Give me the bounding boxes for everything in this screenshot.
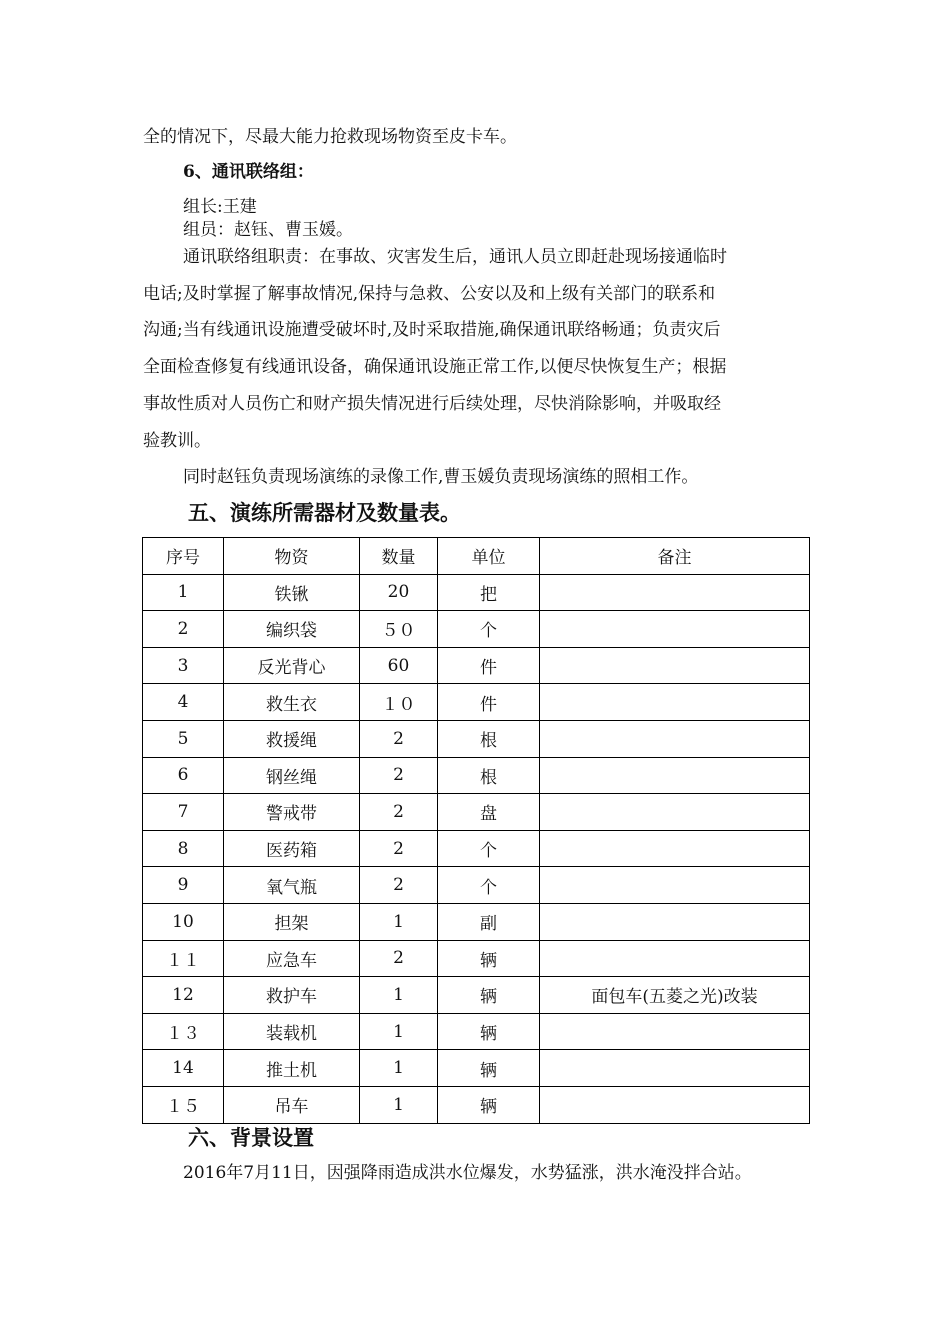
- table-row: [143, 1050, 810, 1087]
- table-row: [143, 977, 810, 1014]
- table-cell: 2: [143, 611, 224, 648]
- table-cell: 1: [360, 1086, 438, 1123]
- header-cell: 单位: [438, 538, 540, 575]
- table-row: [143, 574, 810, 611]
- table-cell: [540, 720, 810, 757]
- table-row: [143, 1086, 810, 1123]
- table-cell: 辆: [438, 1013, 540, 1050]
- paragraph-continued: 全的情况下，尽最大能力抢救现场物资至皮卡车。: [143, 127, 517, 147]
- table-cell: 吊车: [224, 1086, 360, 1123]
- table-cell: [540, 757, 810, 794]
- table-row: [143, 1013, 810, 1050]
- section-6-title: 六、背景设置: [188, 1126, 314, 1150]
- table-cell: 辆: [438, 1086, 540, 1123]
- table-cell: 应急车: [224, 940, 360, 977]
- table-cell: 个: [438, 867, 540, 904]
- table-row: [143, 684, 810, 721]
- table-cell: 2: [360, 794, 438, 831]
- table-cell: 警戒带: [224, 794, 360, 831]
- table-row: [143, 903, 810, 940]
- table-cell: 钢丝绳: [224, 757, 360, 794]
- table-row: [143, 940, 810, 977]
- table-cell: [540, 684, 810, 721]
- table-row: [143, 757, 810, 794]
- table-cell: 1: [360, 977, 438, 1014]
- table-cell: 副: [438, 903, 540, 940]
- table-cell: 14: [143, 1050, 224, 1087]
- table-cell: 把: [438, 574, 540, 611]
- table-cell: 反光背心: [224, 647, 360, 684]
- table-cell: 1: [360, 1050, 438, 1087]
- table-cell: [540, 867, 810, 904]
- header-cell: 备注: [540, 538, 810, 575]
- table-cell: 个: [438, 830, 540, 867]
- table-cell: 件: [438, 684, 540, 721]
- table-row: [143, 611, 810, 648]
- table-cell: １３: [143, 1013, 224, 1050]
- table-cell: 救援绳: [224, 720, 360, 757]
- table-cell: 2: [360, 867, 438, 904]
- table-cell: 1: [360, 1013, 438, 1050]
- table-cell: [540, 647, 810, 684]
- table-cell: 救生衣: [224, 684, 360, 721]
- table-cell: [540, 611, 810, 648]
- table-cell: 3: [143, 647, 224, 684]
- table-cell: 1: [143, 574, 224, 611]
- table-cell: [540, 830, 810, 867]
- table-row: [143, 720, 810, 757]
- duty-line-1: 通讯联络组职责：在事故、灾害发生后，通讯人员立即赶赴现场接通临时: [183, 247, 727, 267]
- header-cell: 序号: [143, 538, 224, 575]
- table-row: [143, 794, 810, 831]
- group-leader: 组长:王建: [183, 197, 257, 217]
- table-cell: 8: [143, 830, 224, 867]
- table-cell: 编织袋: [224, 611, 360, 648]
- table-cell: 根: [438, 720, 540, 757]
- table-cell: 根: [438, 757, 540, 794]
- table-cell: 10: [143, 903, 224, 940]
- background-paragraph: 2016年7月11日，因强降雨造成洪水位爆发，水势猛涨，洪水淹没拌合站。: [183, 1163, 752, 1183]
- table-cell: 1: [360, 903, 438, 940]
- table-cell: 救护车: [224, 977, 360, 1014]
- table-cell: 件: [438, 647, 540, 684]
- table-cell: ５０: [360, 611, 438, 648]
- group-members: 组员：赵钰、曹玉媛。: [183, 220, 353, 240]
- table-cell: 9: [143, 867, 224, 904]
- duty-line-2: 电话;及时掌握了解事故情况,保持与急救、公安以及和上级有关部门的联系和: [143, 284, 716, 304]
- table-cell: 装载机: [224, 1013, 360, 1050]
- table-cell: [540, 940, 810, 977]
- table-cell: １５: [143, 1086, 224, 1123]
- table-cell: [540, 1050, 810, 1087]
- table-cell: 5: [143, 720, 224, 757]
- header-cell: 数量: [360, 538, 438, 575]
- table-cell: [540, 794, 810, 831]
- table-cell: [540, 574, 810, 611]
- header-cell: 物资: [224, 538, 360, 575]
- table-cell: 面包车(五菱之光)改装: [540, 977, 810, 1014]
- subheading-communication-group: 6、通讯联络组：: [183, 162, 314, 182]
- table-cell: 6: [143, 757, 224, 794]
- table-cell: 铁锹: [224, 574, 360, 611]
- table-cell: [540, 903, 810, 940]
- table-row: [143, 647, 810, 684]
- table-cell: 盘: [438, 794, 540, 831]
- table-body: [143, 574, 810, 1123]
- section-5-title: 五、演练所需器材及数量表。: [188, 501, 461, 525]
- recording-note: 同时赵钰负责现场演练的录像工作,曹玉媛负责现场演练的照相工作。: [183, 467, 699, 487]
- table-cell: [540, 1013, 810, 1050]
- table-row: [143, 830, 810, 867]
- table-cell: 辆: [438, 940, 540, 977]
- duty-line-5: 事故性质对人员伤亡和财产损失情况进行后续处理，尽快消除影响，并吸取经: [143, 394, 721, 414]
- table-cell: １０: [360, 684, 438, 721]
- duty-line-3: 沟通;当有线通讯设施遭受破坏时,及时采取措施,确保通讯联络畅通；负责灾后: [143, 320, 721, 340]
- table-cell: 2: [360, 720, 438, 757]
- table-cell: 辆: [438, 977, 540, 1014]
- table-cell: 60: [360, 647, 438, 684]
- equipment-table: [142, 537, 810, 1124]
- table-header-row: [143, 538, 810, 575]
- table-cell: 2: [360, 940, 438, 977]
- table-cell: 担架: [224, 903, 360, 940]
- table-cell: １１: [143, 940, 224, 977]
- table-cell: 氧气瓶: [224, 867, 360, 904]
- table-cell: 个: [438, 611, 540, 648]
- table-cell: 20: [360, 574, 438, 611]
- table-cell: 2: [360, 757, 438, 794]
- duty-line-4: 全面检查修复有线通讯设备，确保通讯设施正常工作,以便尽快恢复生产；根据: [143, 357, 727, 377]
- table-cell: [540, 1086, 810, 1123]
- table-cell: 2: [360, 830, 438, 867]
- table-cell: 辆: [438, 1050, 540, 1087]
- table-row: [143, 867, 810, 904]
- duty-line-6: 验教训。: [143, 431, 211, 451]
- table-cell: 7: [143, 794, 224, 831]
- table-cell: 医药箱: [224, 830, 360, 867]
- table-cell: 推土机: [224, 1050, 360, 1087]
- table-cell: 4: [143, 684, 224, 721]
- table-cell: 12: [143, 977, 224, 1014]
